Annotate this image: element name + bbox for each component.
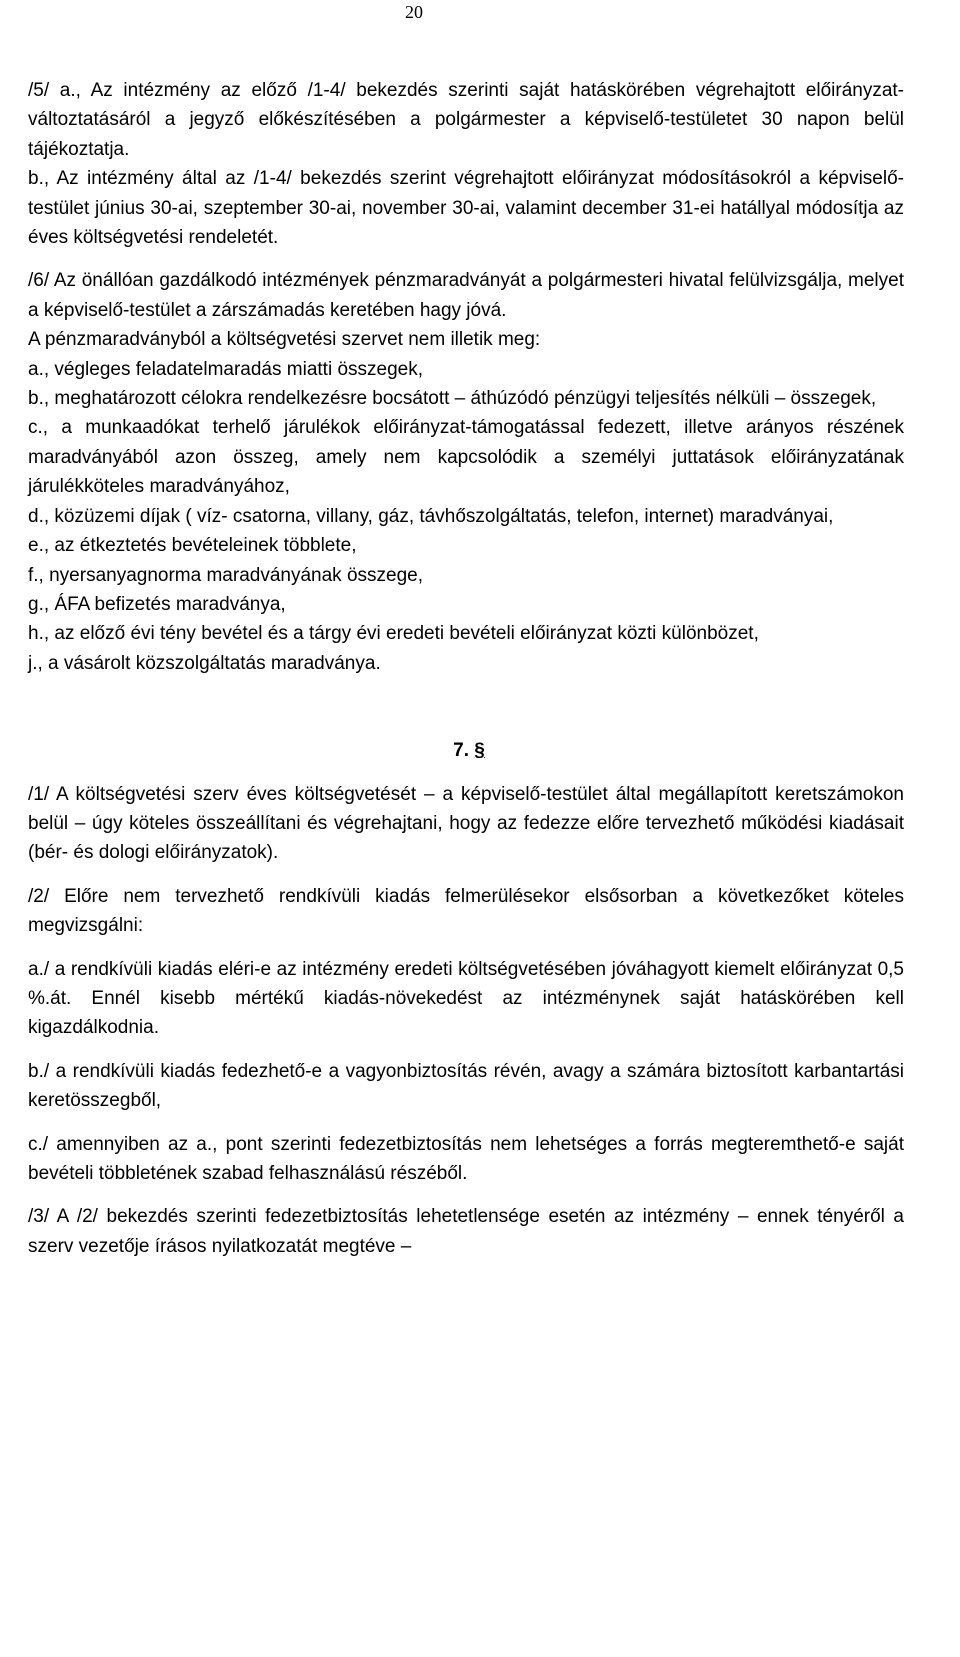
paragraph-5b: b., Az intézmény által az /1-4/ bekezdés szerint végrehajtott előirányzat módosításokról a képviselő-testület június 30-ai, szeptember 30-ai, november 30-ai, valamint december 31-ei hatállyal módosítja az éves költségvetési rendeletét. [28,168,904,249]
paragraph-7-1: /1/ A költségvetési szerv éves költségvetését – a képviselő-testület által megállapított keretszámokon belül – úgy köteles összeállítani és végrehajtani, hogy az fedezze előre tervezhető működési kiadásait (bér- és dologi előirányzatok). [28,783,904,864]
spacer [28,1188,904,1202]
document-body [28,76,904,1261]
spacer [28,1116,904,1130]
paragraph-7-2c: c./ amennyiben az a., pont szerinti fedezetbiztosítás nem lehetséges a forrás megteremthető-e saját bevételi többletének szabad felhasználású részéből. [28,1133,904,1184]
page-number: 20 [405,2,423,22]
spacer [28,1043,904,1057]
paragraph-7-2: /2/ Előre nem tervezhető rendkívüli kiadás felmerülésekor elsősorban a következőket köteles megvizsgálni: [28,885,904,937]
spacer [28,868,904,882]
spacer [28,766,904,780]
paragraph-5a: /5/ a., Az intézmény az előző /1-4/ bekezdés szerinti saját hatáskörében végrehajtott előirányzat-változtatásáról a jegyző előkészítésében a polgármester a képviselő-testületet 30 napon belül tájékoztatja. [28,80,904,160]
spacer [28,678,904,736]
paragraph-7-3: /3/ A /2/ bekezdés szerinti fedezetbiztosítás lehetetlensége esetén az intézmény – ennek tényéről a szerv vezetője írásos nyilatkozatát megtéve – [28,1206,904,1257]
paragraph-6: /6/ Az önállóan gazdálkodó intézmények pénzmaradványát a polgármesteri hivatal felülvizsgálja, melyet a képviselő-testület a zárszámadás keretében hagy jóvá. [28,270,904,321]
paragraph-7-2a: a./ a rendkívüli kiadás eléri-e az intézmény eredeti költségvetésében jóváhagyott kiemelt előirányzat 0,5 %.át. Ennél kisebb mértékű kiadás-növekedést az intézménynek saját hatáskörében kell kigazdálkodnia. [28,958,904,1039]
list-item-a: a., végleges feladatelmaradás miatti összegek, [28,358,423,380]
paragraph-6-intro: A pénzmaradványból a költségvetési szervet nem illetik meg: [28,329,541,351]
paragraph-7-2b: b./ a rendkívüli kiadás fedezhető-e a vagyonbiztosítás révén, avagy a számára biztosított karbantartási keretösszegből, [28,1060,904,1112]
list-item-e: e., az étkeztetés bevételeinek többlete, [28,535,357,557]
spacer [28,252,904,266]
section-number: 7. [453,740,469,762]
list-item-c: c., a munkaadókat terhelő járulékok előirányzat-támogatással fedezett, illetve arányos részének maradványából azon összeg, amely nem kapcsolódik a személyi juttatások előirányzatának járulékköteles maradványához, [28,417,904,498]
list-item-b: b., meghatározott célokra rendelkezésre bocsátott – áthúzódó pénzügyi teljesítés nélküli – összegek, [28,388,877,410]
list-item-d: d., közüzemi díjak ( víz- csatorna, villany, gáz, távhőszolgáltatás, telefon, internet) maradványai, [28,505,834,527]
list-item-f: f., nyersanyagnorma maradványának összege, [28,564,423,586]
list-item-h: h., az előző évi tény bevétel és a tárgy évi eredeti bevételi előirányzat közti különbözet, [28,623,759,645]
list-item-g: g., ÁFA befizetés maradványa, [28,593,286,615]
section-sign: § [474,740,485,762]
spacer [28,941,904,955]
list-item-j: j., a vásárolt közszolgáltatás maradványa. [28,652,381,674]
section-heading [28,736,904,765]
